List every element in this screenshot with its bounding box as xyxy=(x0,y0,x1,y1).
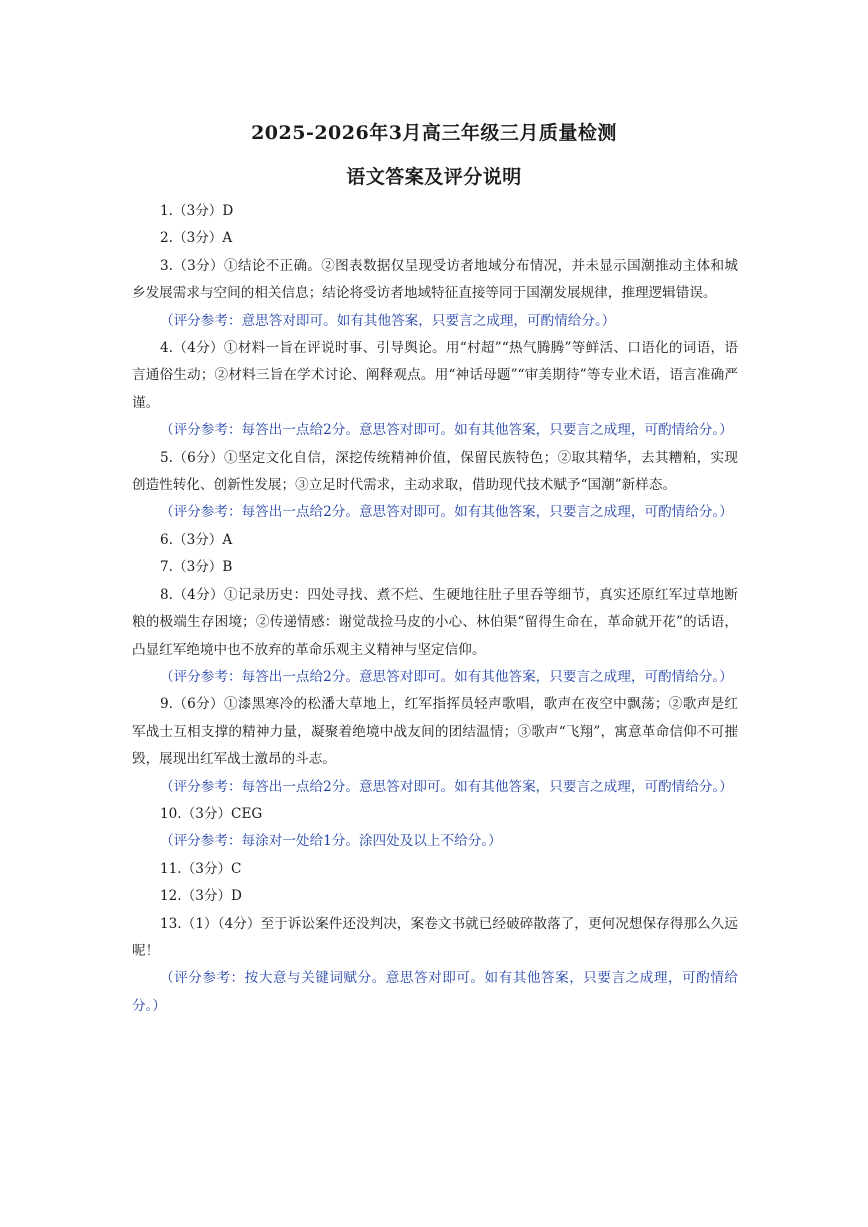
answer-item-11: 11.（3分）C xyxy=(160,860,242,877)
page-subtitle: 语文答案及评分说明 xyxy=(346,166,522,188)
answer-item-12: 12.（3分）D xyxy=(160,888,242,905)
scoring-note-3: （评分参考：意思答对即可。如有其他答案，只要言之成理，可酌情给分。） xyxy=(160,312,616,329)
answer-item-3: 3.（3分）①结论不正确。②图表数据仅呈现受访者地域分布情况，并未显示国潮推动主体和城乡发展需求与空间的相关信息；结论将受访者地域特征直接等同于国潮发展规律，推理逻辑错误。 xyxy=(132,257,738,302)
scoring-note-8: （评分参考：每答出一点给2分。意思答对即可。如有其他答案，只要言之成理，可酌情给分。） xyxy=(160,668,733,685)
answer-item-8: 8.（4分）①记录历史：四处寻找、煮不烂、生硬地往肚子里吞等细节，真实还原红军过草地断粮的极端生存困境；②传递情感：谢觉哉捡马皮的小心、林伯渠“留得生命在，革命就开花”的话语，凸显红军绝境中也不放弃的革命乐观主义精神与坚定信仰。 xyxy=(132,586,738,658)
answer-item-5: 5.（6分）①坚定文化自信，深挖传统精神价值，保留民族特色；②取其精华，去其糟粕，实现创造性转化、创新性发展；③立足时代需求，主动求取，借助现代技术赋予“国潮”新样态。 xyxy=(132,449,738,494)
answer-item-1: 1.（3分）D xyxy=(160,203,234,219)
scoring-note-5: （评分参考：每答出一点给2分。意思答对即可。如有其他答案，只要言之成理，可酌情给分。） xyxy=(160,504,733,521)
answer-item-4: 4.（4分）①材料一旨在评说时事、引导舆论。用“村超”“热气腾腾”等鲜活、口语化的词语，语言通俗生动；②材料三旨在学术讨论、阐释观点。用“神话母题”“审美期待”等专业术语，语言准确严谨。 xyxy=(132,340,738,411)
answer-item-2: 2.（3分）A xyxy=(160,230,233,247)
scoring-note-9: （评分参考：每答出一点给2分。意思答对即可。如有其他答案，只要言之成理，可酌情给分。） xyxy=(160,778,733,795)
answer-item-13: 13.（1）（4分）至于诉讼案件还没判决，案卷文书就已经破碎散落了，更何况想保存得那么久远呢！ xyxy=(132,915,738,959)
scoring-note-4: （评分参考：每答出一点给2分。意思答对即可。如有其他答案，只要言之成理，可酌情给分。） xyxy=(160,422,733,439)
answer-item-10: 10.（3分）CEG xyxy=(160,805,263,822)
scoring-note-10: （评分参考：每涂对一处给1分。涂四处及以上不给分。） xyxy=(160,833,502,850)
answer-item-6: 6.（3分）A xyxy=(160,531,233,548)
page-title: 2025-2026年3月高三年级三月质量检测 xyxy=(251,122,617,144)
answer-item-9: 9.（6分）①漆黑寒冷的松潘大草地上，红军指挥员轻声歌唱，歌声在夜空中飘荡；②歌声是红军战士互相支撑的精神力量，凝聚着绝境中战友间的团结温情；③歌声“飞翔”，寓意革命信仰不可摧毁，展现出红军战士激昂的斗志。 xyxy=(132,696,738,768)
answer-list xyxy=(132,198,738,1020)
scoring-note-13: （评分参考：按大意与关键词赋分。意思答对即可。如有其他答案，只要言之成理，可酌情给分。） xyxy=(132,970,738,1014)
answer-item-7: 7.（3分）B xyxy=(160,559,233,576)
